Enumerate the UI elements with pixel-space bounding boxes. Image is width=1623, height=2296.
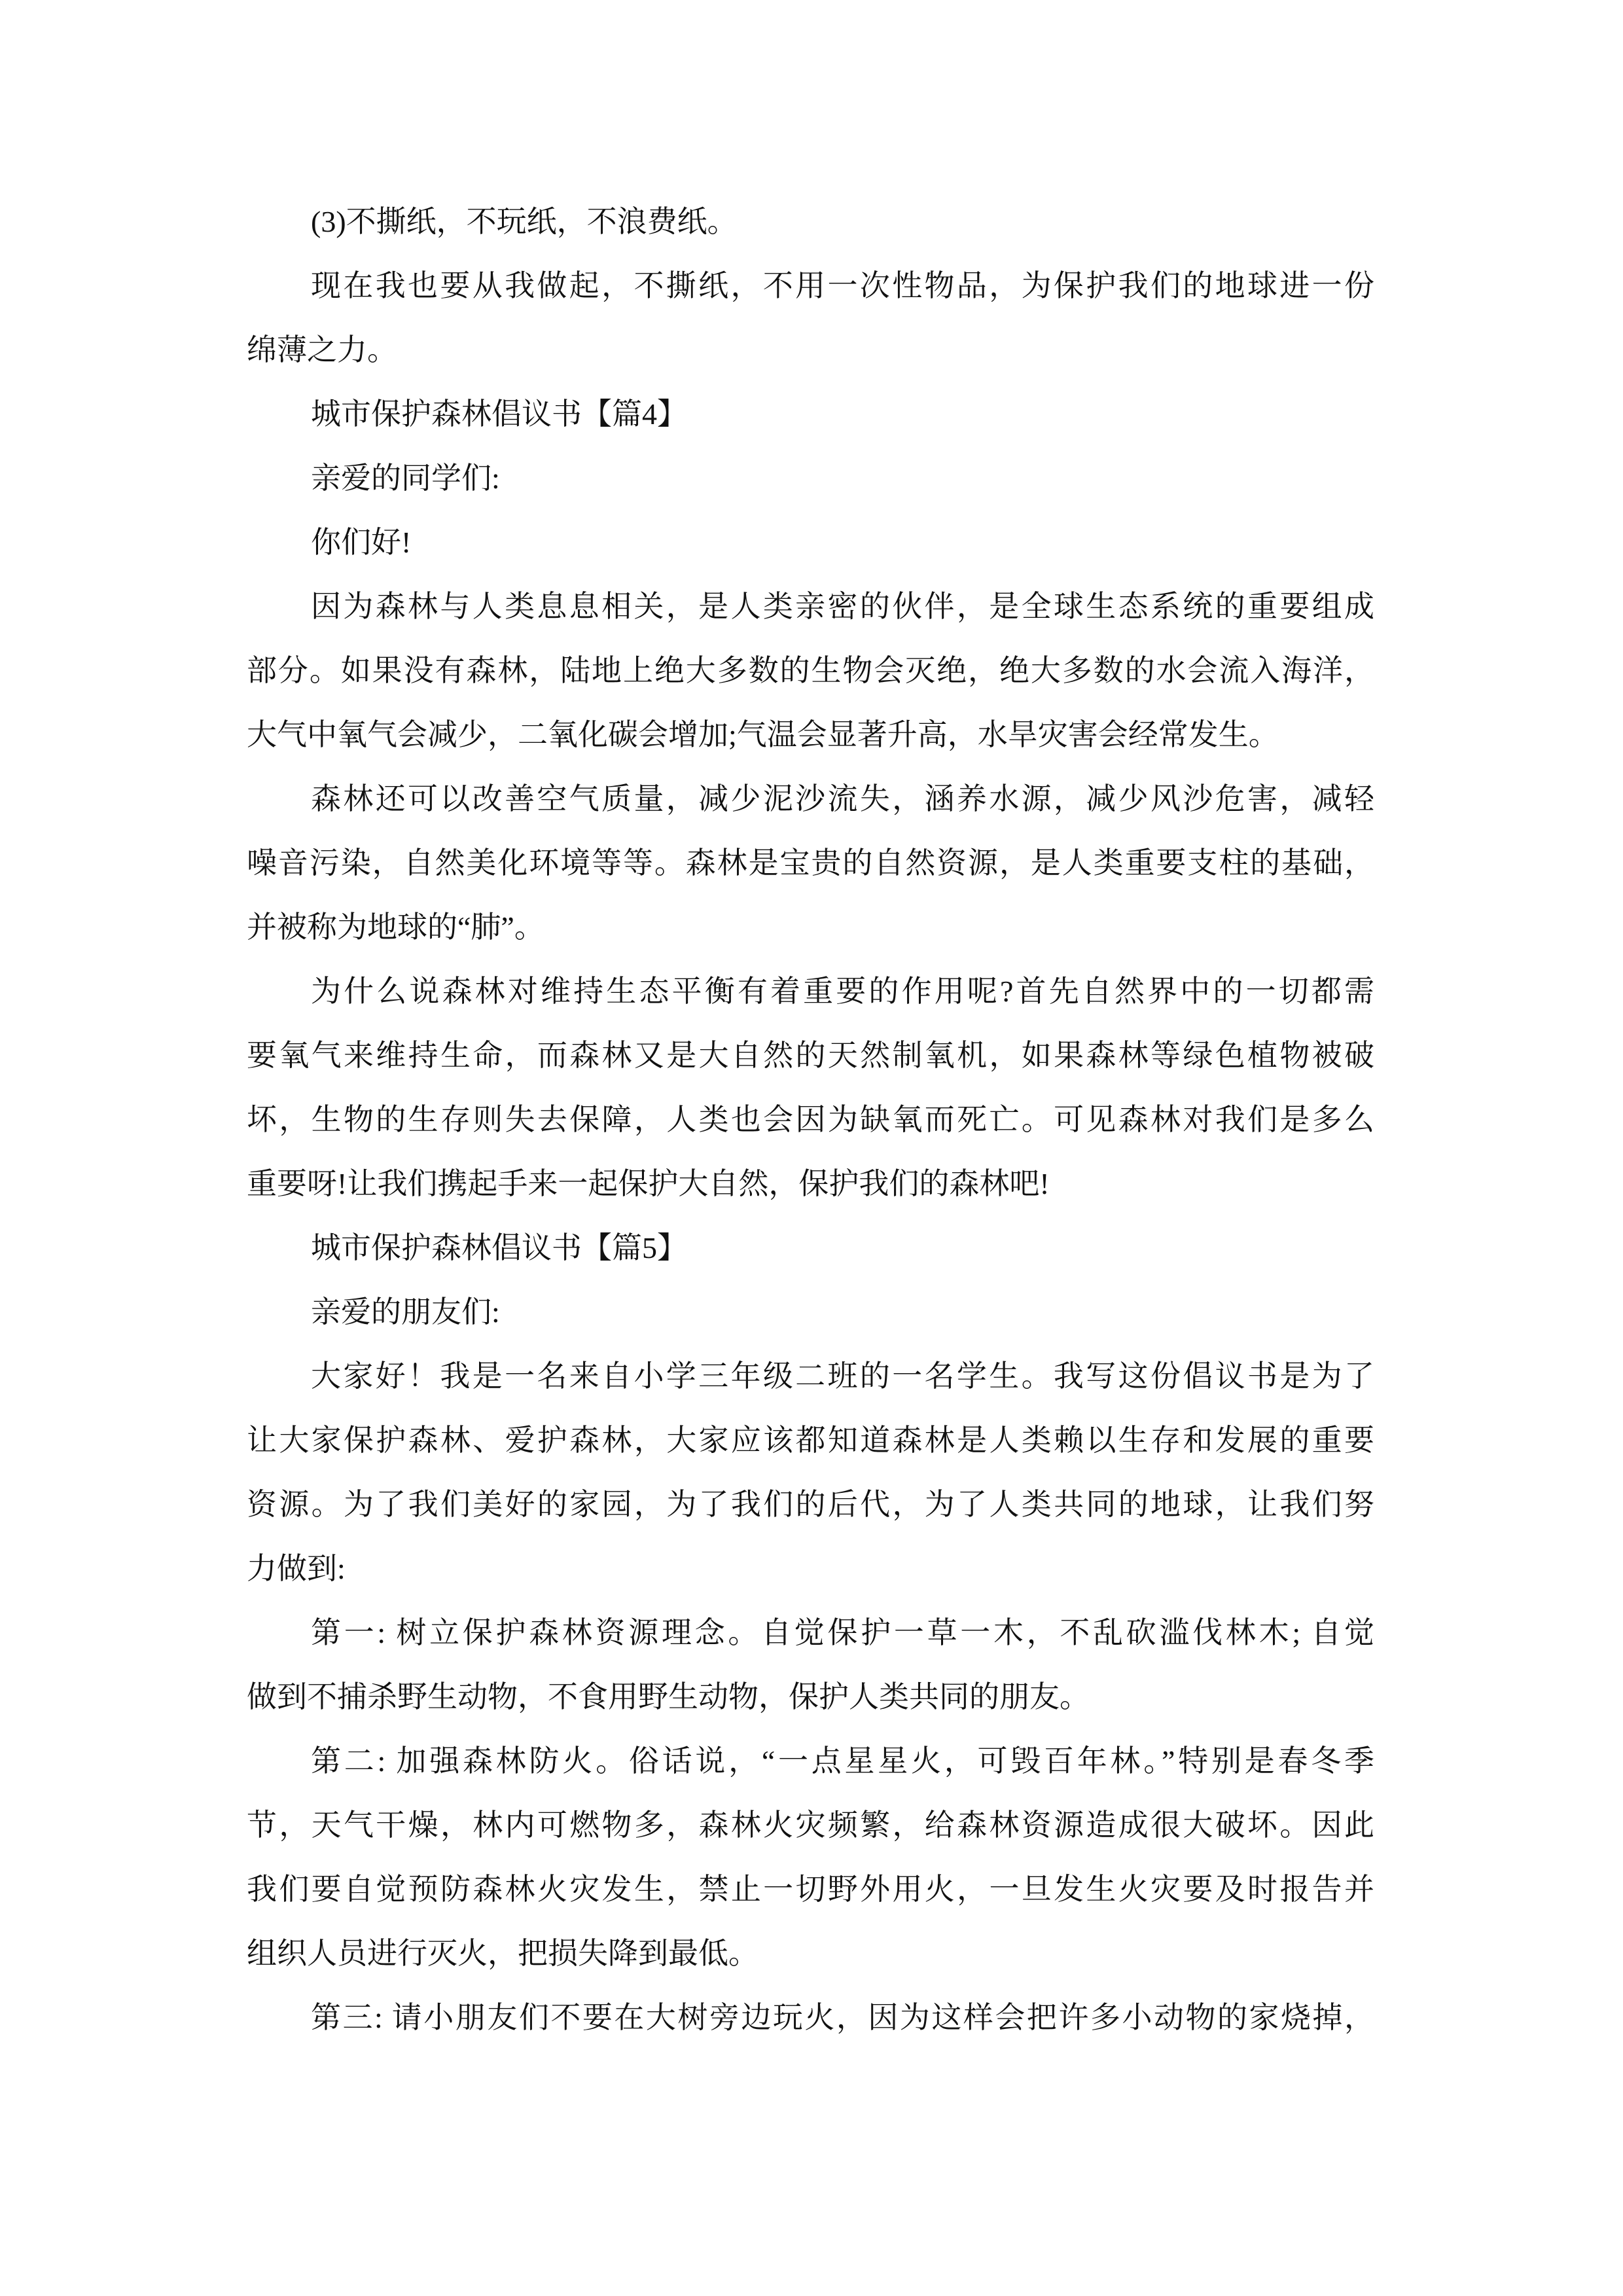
text-line: 你们好!	[311, 526, 412, 559]
text-line: 并被称为地球的“肺”。	[247, 910, 544, 944]
text-line: 资源。为了我们美好的家园，为了我们的后代，为了人类共同的地球，让我们努	[247, 1488, 1374, 1521]
text-line: 力做到:	[247, 1552, 346, 1585]
text-line: 大气中氧气会减少，二氧化碳会增加;气温会显著升高，水旱灾害会经常发生。	[247, 718, 1279, 751]
text-line: 做到不捕杀野生动物，不食用野生动物，保护人类共同的朋友。	[247, 1680, 1090, 1713]
text-line: 森林还可以改善空气质量，减少泥沙流失，涵养水源，减少风沙危害，减轻	[311, 782, 1374, 816]
text-line: 第三: 请小朋友们不要在大树旁边玩火，因为这样会把许多小动物的家烧掉，	[311, 2001, 1374, 2034]
text-line: 组织人员进行灭火，把损失降到最低。	[247, 1937, 758, 1970]
text-line: 绵薄之力。	[247, 333, 397, 367]
text-line: 因为森林与人类息息相关，是人类亲密的伙伴，是全球生态系统的重要组成	[311, 590, 1374, 623]
text-line: (3)不撕纸，不玩纸，不浪费纸。	[311, 205, 738, 238]
text-line: 我们要自觉预防森林火灾发生，禁止一切野外用火，一旦发生火灾要及时报告并	[247, 1873, 1374, 1906]
text-line: 第二: 加强森林防火。俗话说，“一点星星火，可毁百年林。”特别是春冬季	[311, 1744, 1374, 1778]
document-text-block	[247, 190, 1374, 2050]
text-line: 要氧气来维持生命，而森林又是大自然的天然制氧机，如果森林等绿色植物被破	[247, 1039, 1374, 1072]
text-line: 亲爱的朋友们:	[311, 1295, 500, 1329]
text-line: 第一: 树立保护森林资源理念。自觉保护一草一木，不乱砍滥伐林木; 自觉	[311, 1616, 1374, 1649]
text-line: 城市保护森林倡议书【篇4】	[311, 397, 687, 431]
text-line: 现在我也要从我做起，不撕纸，不用一次性物品，为保护我们的地球进一份	[311, 269, 1374, 302]
text-line: 让大家保护森林、爱护森林，大家应该都知道森林是人类赖以生存和发展的重要	[247, 1424, 1374, 1457]
text-line: 城市保护森林倡议书【篇5】	[311, 1231, 687, 1265]
text-line: 节，天气干燥，林内可燃物多，森林火灾频繁，给森林资源造成很大破坏。因此	[247, 1808, 1374, 1842]
text-line: 重要呀!让我们携起手来一起保护大自然，保护我们的森林吧!	[247, 1167, 1050, 1200]
text-line: 为什么说森林对维持生态平衡有着重要的作用呢?首先自然界中的一切都需	[311, 975, 1374, 1008]
text-line: 坏，生物的生存则失去保障，人类也会因为缺氧而死亡。可见森林对我们是多么	[247, 1103, 1374, 1136]
text-line: 噪音污染，自然美化环境等等。森林是宝贵的自然资源，是人类重要支柱的基础，	[247, 846, 1374, 880]
text-line: 大家好！我是一名来自小学三年级二班的一名学生。我写这份倡议书是为了	[311, 1359, 1374, 1393]
text-line: 亲爱的同学们:	[311, 461, 500, 495]
text-line: 部分。如果没有森林，陆地上绝大多数的生物会灭绝，绝大多数的水会流入海洋，	[247, 654, 1374, 687]
